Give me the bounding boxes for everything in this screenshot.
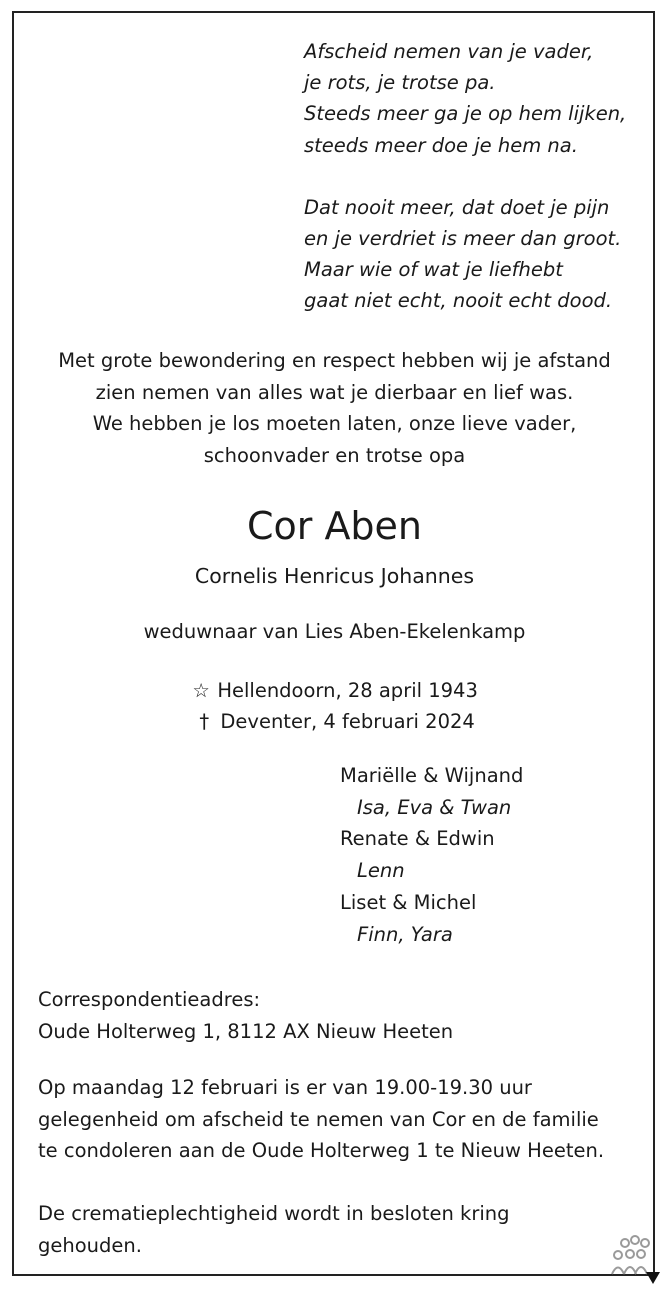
poem-line: Dat nooit meer, dat doet je pijn xyxy=(304,195,610,219)
correspondence-address xyxy=(38,984,453,1047)
birth-text: Hellendoorn, 28 april 1943 xyxy=(217,679,478,702)
intro-line: We hebben je los moeten laten, onze lieve vader, xyxy=(92,412,577,435)
family-children: Finn, Yara xyxy=(357,922,453,946)
poem-stanza-2 xyxy=(304,192,626,317)
poem-line: Steeds meer ga je op hem lijken, xyxy=(304,102,627,126)
poem-line: steeds meer doe je hem na. xyxy=(304,133,578,157)
poem xyxy=(304,36,626,317)
star-icon: ☆ xyxy=(192,679,210,702)
family-list xyxy=(340,760,523,950)
family-couple: Mariëlle & Wijnand xyxy=(340,764,524,787)
cremation-line: De crematieplechtigheid wordt in besloten kring xyxy=(38,1202,510,1225)
deceased-name: Cor Aben xyxy=(246,504,423,548)
visitation-info xyxy=(38,1072,604,1167)
poem-stanza-1 xyxy=(304,36,626,161)
poem-line: Maar wie of wat je liefhebt xyxy=(304,258,563,282)
intro-text xyxy=(0,345,669,471)
deceased-full-name: Cornelis Henricus Johannes xyxy=(194,564,475,588)
cremation-info xyxy=(38,1198,510,1261)
intro-line: Met grote bewondering en respect hebben wij je afstand xyxy=(58,349,611,372)
poem-line: je rots, je trotse pa. xyxy=(304,71,496,95)
birth-line xyxy=(0,675,669,706)
widower-line: weduwnaar van Lies Aben-Ekelenkamp xyxy=(143,620,526,643)
dates xyxy=(0,675,669,737)
correspondence-value: Oude Holterweg 1, 8112 AX Nieuw Heeten xyxy=(38,1019,454,1043)
cremation-line: gehouden. xyxy=(38,1233,142,1257)
visitation-line: Op maandag 12 februari is er van 19.00-19.30 uur xyxy=(38,1076,532,1099)
family-couple: Liset & Michel xyxy=(340,890,477,914)
cross-icon: † xyxy=(199,710,210,733)
family-couple: Renate & Edwin xyxy=(340,827,495,851)
family-children: Lenn xyxy=(357,859,405,883)
intro-line: schoonvader en trotse opa xyxy=(203,443,466,467)
people-group-logo-icon xyxy=(608,1234,662,1286)
poem-line: Afscheid nemen van je vader, xyxy=(304,40,594,63)
death-text: Deventer, 4 februari 2024 xyxy=(220,710,475,733)
correspondence-label: Correspondentieadres: xyxy=(38,988,261,1011)
triangle-down-icon xyxy=(646,1272,660,1284)
poem-line: en je verdriet is meer dan groot. xyxy=(304,227,622,251)
visitation-line: gelegenheid om afscheid te nemen van Cor en de familie xyxy=(38,1107,599,1131)
death-line xyxy=(0,706,669,737)
visitation-line: te condoleren aan de Oude Holterweg 1 te Nieuw Heeten. xyxy=(38,1139,605,1162)
intro-line: zien nemen van alles wat je dierbaar en lief was. xyxy=(95,380,574,404)
poem-line: gaat niet echt, nooit echt dood. xyxy=(304,289,613,313)
family-children: Isa, Eva & Twan xyxy=(357,795,512,819)
